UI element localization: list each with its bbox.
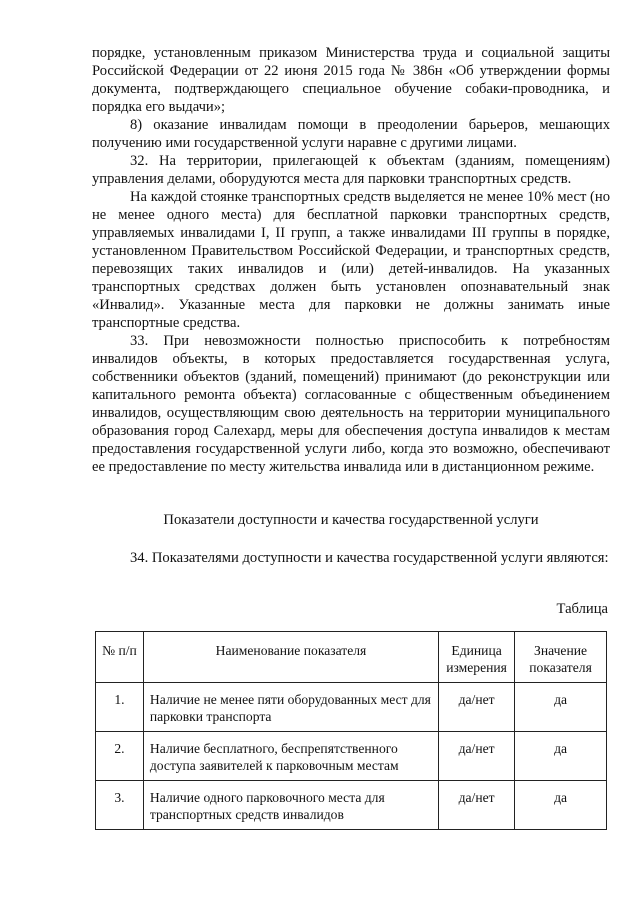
table-row [96, 732, 607, 781]
table-header-row [96, 632, 607, 683]
paragraph-item-8: 8) оказание инвалидам помощи в преодолении барьеров, мешающих получению ими государственной услуги наравне с другими лицами. [92, 117, 610, 151]
header-name: Наименование показателя [143, 632, 438, 683]
row-number: 1. [96, 683, 144, 732]
row-name: Наличие не менее пяти оборудованных мест для парковки транспорта [143, 683, 438, 732]
row-unit: да/нет [439, 732, 515, 781]
row-number: 3. [96, 781, 144, 830]
paragraph-32: 32. На территории, прилегающей к объектам (зданиям, помещениям) управления делами, оборудуются места для парковки транспортных средств. [92, 153, 610, 187]
body-text [92, 44, 610, 476]
row-name: Наличие одного парковочного места для транспортных средств инвалидов [143, 781, 438, 830]
row-name: Наличие бесплатного, беспрепятственного доступа заявителей к парковочным местам [143, 732, 438, 781]
table-row [96, 683, 607, 732]
header-number: № п/п [96, 632, 144, 683]
paragraph-33: 33. При невозможности полностью приспособить к потребностям инвалидов объекты, в которых предоставляется государственная услуга, собственники объектов (зданий, помещений) принимают (до реконструкции или капитального ремонта объекта) согласованные с общественным объединением инвалидов, осуществляющим свою деятельность на территории муниципального образования город Салехард, меры для обеспечения доступа инвалидов к местам предоставления государственной услуги либо, когда это возможно, обеспечивают ее предоставление по месту жительства инвалида или в дистанционном режиме. [92, 333, 610, 475]
section-heading: Показатели доступности и качества государственной услуги [163, 512, 539, 528]
row-unit: да/нет [439, 781, 515, 830]
table-row [96, 781, 607, 830]
header-unit: Единица измерения [439, 632, 515, 683]
row-number: 2. [96, 732, 144, 781]
indicators-table [95, 631, 607, 830]
row-value: да [515, 732, 607, 781]
paragraph-34: 34. Показателями доступности и качества государственной услуги являются: [130, 550, 609, 566]
row-value: да [515, 781, 607, 830]
table-caption: Таблица [556, 601, 608, 617]
paragraph-continuation: порядке, установленным приказом Министерства труда и социальной защиты Российской Федерации от 22 июня 2015 года № 386н «Об утверждении формы документа, подтверждающего специальное обучение собаки-проводника, и порядка его выдачи»; [92, 45, 610, 115]
row-unit: да/нет [439, 683, 515, 732]
header-value: Значение показателя [515, 632, 607, 683]
row-value: да [515, 683, 607, 732]
paragraph-parking: На каждой стоянке транспортных средств выделяется не менее 10% мест (но не менее одного места) для бесплатной парковки транспортных средств, управляемых инвалидами I, II групп, а также инвалидами III группы в порядке, установленном Правительством Российской Федерации, и транспортных средств, перевозящих таких инвалидов и (или) детей-инвалидов. На указанных транспортных средствах должен быть установлен опознавательный знак «Инвалид». Указанные места для парковки не должны занимать иные транспортные средства. [92, 189, 610, 331]
